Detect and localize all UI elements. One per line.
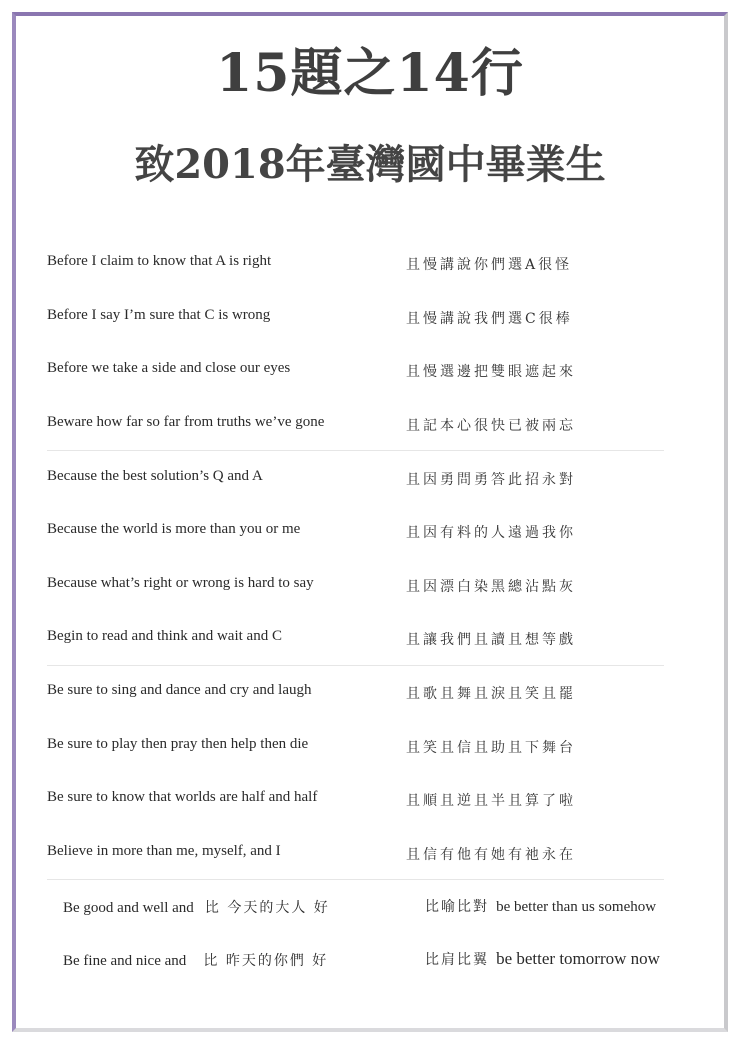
- line-10-en: Be sure to play then pray then help then die: [47, 736, 309, 752]
- final-line-1-right-en: be better than us somehow: [496, 899, 657, 915]
- line-8-en: Begin to read and think and wait and C: [47, 628, 282, 644]
- final-line-2-left-zh: 比 昨天的你們 好: [203, 953, 329, 969]
- final-line-2-right-en: be better tomorrow now: [496, 949, 660, 968]
- line-4-zh: 且記本心很快已被兩忘: [406, 418, 576, 434]
- line-11-en: Be sure to know that worlds are half and half: [47, 789, 318, 805]
- line-1-zh: 且慢講說你們選A很怪: [406, 257, 573, 273]
- page-title: 15題之14行: [216, 43, 524, 104]
- final-line-1-left-zh: 比 今天的大人 好: [204, 900, 330, 916]
- stanza-divider-1: [47, 450, 664, 451]
- final-line-1-left: [63, 897, 330, 917]
- stanza-divider-3: [47, 879, 664, 880]
- line-12-en: Believe in more than me, myself, and I: [47, 843, 281, 859]
- final-line-1-right-zh: 比喻比對: [425, 899, 489, 915]
- line-8-zh: 且讓我們且讀且想等戲: [406, 632, 576, 648]
- final-line-2-left: [63, 950, 328, 970]
- final-line-2-right: [425, 949, 660, 969]
- line-7-zh: 且因漂白染黑總沾點灰: [406, 579, 576, 595]
- stanza-divider-2: [47, 665, 664, 666]
- final-line-2-right-zh: 比肩比翼: [425, 952, 489, 968]
- line-6-zh: 且因有料的人遠過我你: [406, 525, 576, 541]
- line-10-zh: 且笑且信且助且下舞台: [406, 740, 576, 756]
- line-3-zh: 且慢選邊把雙眼遮起來: [406, 364, 576, 380]
- line-2-zh: 且慢講說我們選C很棒: [406, 311, 573, 327]
- final-line-1-left-en: Be good and well and: [63, 900, 194, 916]
- line-5-zh: 且因勇問勇答此招永對: [406, 472, 576, 488]
- line-3-en: Before we take a side and close our eyes: [47, 360, 291, 376]
- line-5-en: Because the best solution’s Q and A: [47, 468, 263, 484]
- line-11-zh: 且順且逆且半且算了啦: [406, 793, 576, 809]
- line-2-en: Before I say I’m sure that C is wrong: [47, 307, 271, 323]
- final-line-1-right: [425, 896, 656, 916]
- line-9-zh: 且歌且舞且淚且笑且罷: [406, 686, 576, 702]
- line-9-en: Be sure to sing and dance and cry and laugh: [47, 682, 312, 698]
- page-subtitle: 致2018年臺灣國中畢業生: [134, 141, 606, 188]
- line-12-zh: 且信有他有她有祂永在: [406, 847, 576, 863]
- line-4-en: Beware how far so far from truths we’ve gone: [47, 414, 325, 430]
- line-7-en: Because what’s right or wrong is hard to say: [47, 575, 314, 591]
- line-6-en: Because the world is more than you or me: [47, 521, 301, 537]
- final-line-2-left-en: Be fine and nice and: [63, 953, 187, 969]
- line-1-en: Before I claim to know that A is right: [47, 253, 272, 269]
